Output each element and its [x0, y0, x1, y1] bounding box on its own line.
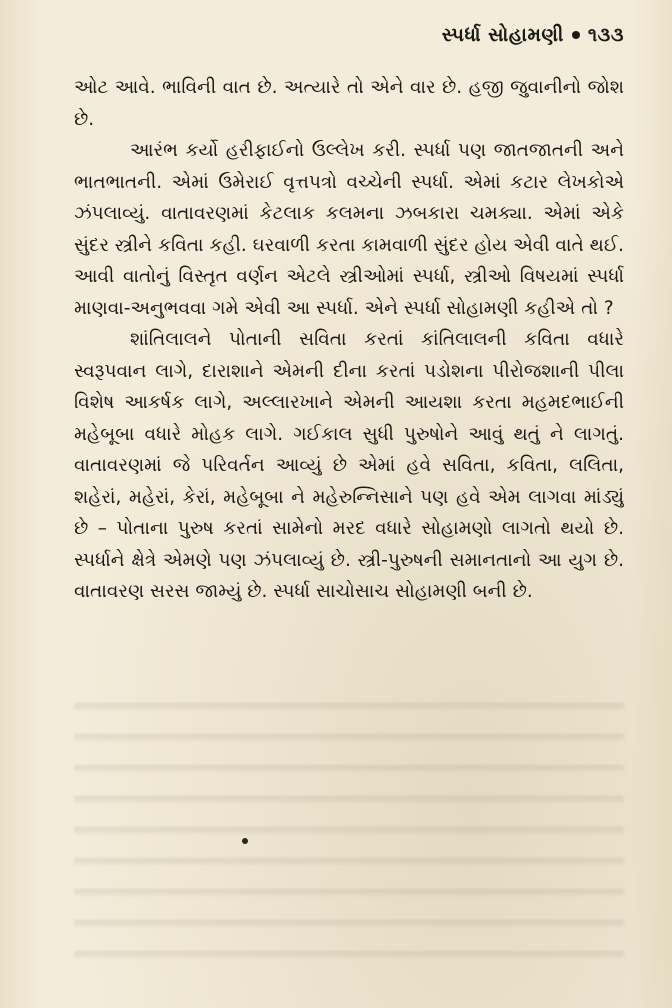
paragraph-2: આરંભ કર્યો હરીફાઈનો ઉલ્લેખ કરી. સ્પર્ધા પણ જાતજાતની અને ભાતભાતની. એમાં ઉમેરાઈ વૃત્તપત્રો વચ્ચેની સ્પર્ધા. એમાં કટાર લેખકોએ ઝંપલાવ્યું. વાતાવરણમાં કેટલાક કલમના ઝબકારા ચમક્યા. એમાં એકે સુંદર સ્ત્રીને કવિતા કહી. ઘરવાળી કરતા કામવાળી સુંદર હોય એવી વાતે થઈ. આવી વાતોનું વિસ્તૃત વર્ણન એટલે સ્ત્રીઓમાં સ્પર્ધા, સ્ત્રીઓ વિષયમાં સ્પર્ધા માણવા-અનુભવવા ગમે એવી આ સ્પર્ધા. એને સ્પર્ધા સોહામણી કહીએ તો ?	[74, 140, 624, 319]
paragraph-3: શાંતિલાલને પોતાની સવિતા કરતાં કાંતિલાલની કવિતા વધારે સ્વરૂપવાન લાગે, દારાશાને એમની દીના કરતાં પડોશના પીરોજશાની પીલા વિશેષ આકર્ષક લાગે, અલ્લારખાને એમની આયશા કરતા મહમદભાઈની મહેબૂબા વધારે મોહક લાગે. ગઈકાલ સુધી પુરુષોને આવું થતું ને લાગતું. વાતાવરણમાં જે પરિવર્તન આવ્યું છે એમાં હવે સવિતા, કવિતા, લલિતા, શહેરાં, મહેરાં, કેરાં, મહેબૂબા ને મહેરુન્નિસાને પણ હવે એમ લાગવા માંડ્યું છે – પોતાના પુરુષ કરતાં સામેનો મરદ વધારે સોહામણો લાગતો થયો છે. સ્પર્ધાને ક્ષેત્રે એમણે પણ ઝંપલાવ્યું છે. સ્ત્રી-પુરુષની સમાનતાનો આ યુગ છે. વાતાવરણ સરસ જામ્યું છે. સ્પર્ધા સાચોસાચ સોહામણી બની છે.	[74, 329, 624, 602]
page-number: ૧૩૩	[587, 24, 624, 46]
ink-speck	[242, 838, 248, 844]
show-through-bleed	[74, 680, 624, 970]
header-bullet	[572, 31, 580, 39]
body-text	[74, 72, 624, 608]
running-header	[442, 24, 624, 46]
header-title: સ્પર્ધા સોહામણી	[441, 24, 564, 46]
paragraph-1: ઓટ આવે. ભાવિની વાત છે. અત્યારે તો એને વાર છે. હજી જુવાનીનો જોશ છે.	[74, 77, 624, 130]
